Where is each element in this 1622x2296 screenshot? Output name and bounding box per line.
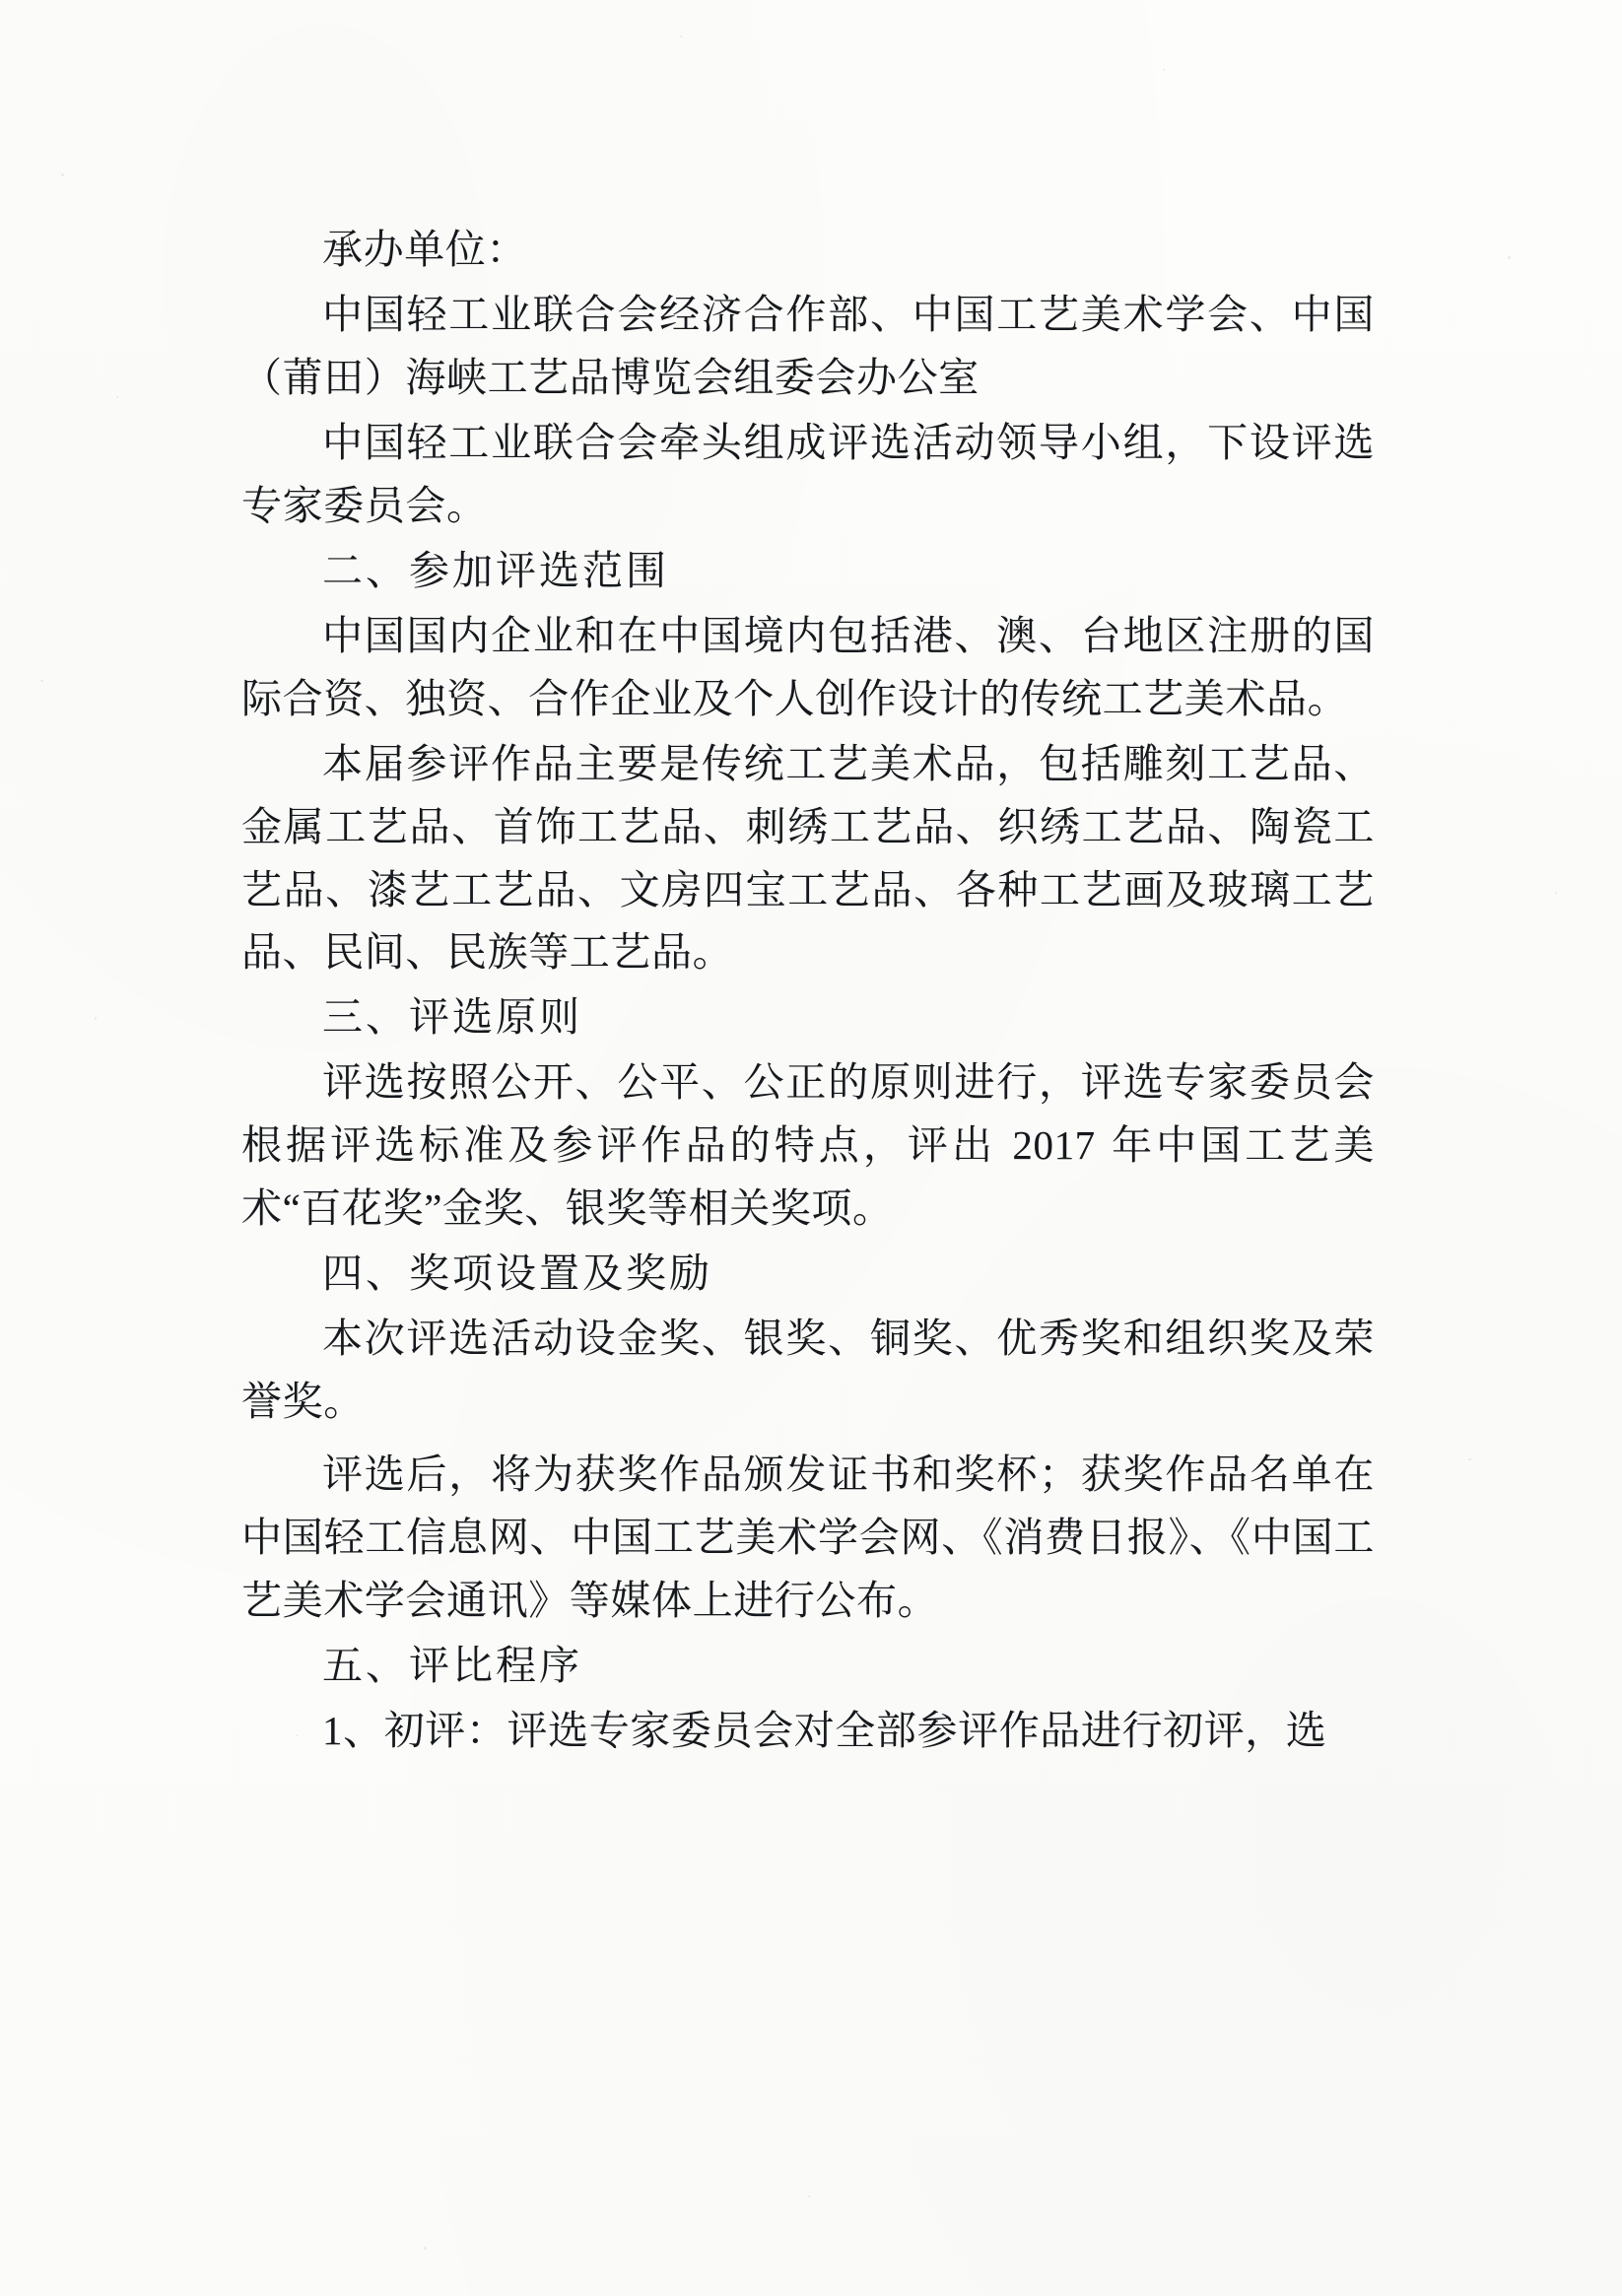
paragraph-principles: 评选按照公开、公平、公正的原则进行，评选专家委员会根据评选标准及参评作品的特点，评出 2017 年中国工艺美术“百花奖”金奖、银奖等相关奖项。 (241, 1059, 1375, 1232)
paragraph-award-publication: 评选后，将为获奖作品颁发证书和奖杯；获奖作品名单在中国轻工信息网、中国工艺美术学会网、《消费日报》、《中国工艺美术学会通讯》等媒体上进行公布。 (241, 1452, 1375, 1624)
heading-section-three: 三、评选原则 (322, 994, 582, 1041)
document-text-column (241, 219, 1375, 1765)
heading-section-four: 四、奖项设置及奖励 (322, 1250, 712, 1297)
paragraph-leading-group: 中国轻工业联合会牵头组成评选活动领导小组，下设评选专家委员会。 (241, 419, 1375, 528)
paragraph-organizers-list: 中国轻工业联合会经济合作部、中国工艺美术学会、中国（莆田）海峡工艺品博览会组委会办公室 (241, 291, 1375, 400)
paragraph-gap (241, 1436, 1375, 1444)
paragraph-organizers-label: 承办单位： (322, 227, 527, 272)
heading-section-five: 五、评比程序 (322, 1642, 582, 1688)
paragraph-scope-enterprises: 中国国内企业和在中国境内包括港、澳、台地区注册的国际合资、独资、合作企业及个人创作设计的传统工艺美术品。 (241, 612, 1375, 721)
paragraph-award-types: 本次评选活动设金奖、银奖、铜奖、优秀奖和组织奖及荣誉奖。 (241, 1316, 1375, 1425)
paragraph-scope-categories: 本届参评作品主要是传统工艺美术品，包括雕刻工艺品、金属工艺品、首饰工艺品、刺绣工艺品、织绣工艺品、陶瓷工艺品、漆艺工艺品、文房四宝工艺品、各种工艺画及玻璃工艺品、民间、民族等工艺品。 (241, 740, 1375, 976)
paragraph-procedure-first: 1、初评：评选专家委员会对全部参评作品进行初评，选 (322, 1707, 1327, 1753)
heading-section-two: 二、参加评选范围 (322, 547, 669, 593)
